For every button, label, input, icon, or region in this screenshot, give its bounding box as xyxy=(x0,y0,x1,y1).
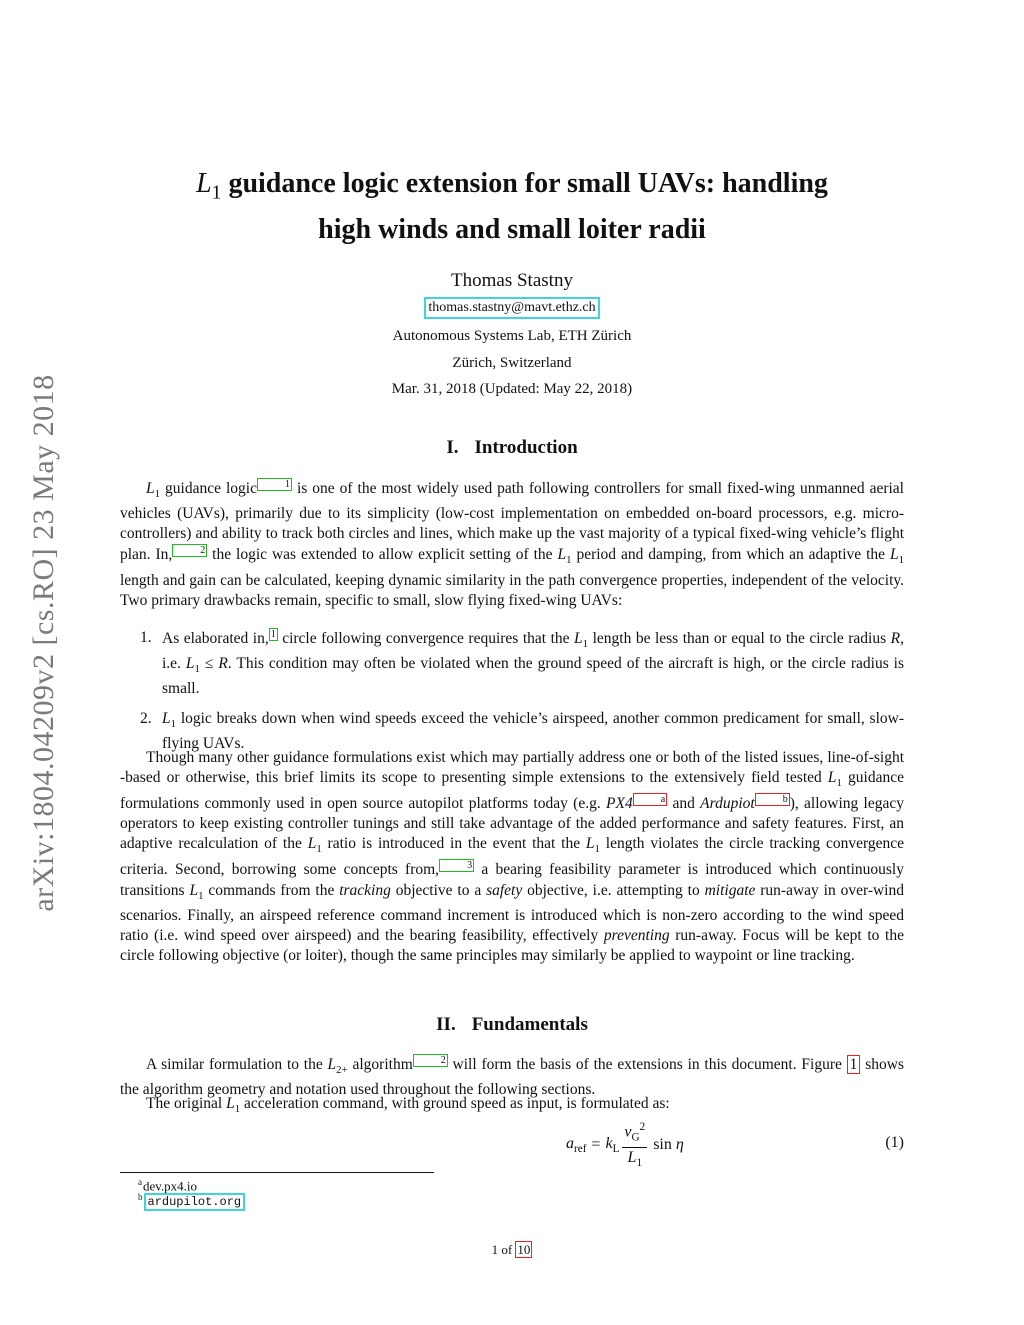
footnote-ref-b[interactable]: b xyxy=(755,793,790,806)
drawbacks-list xyxy=(120,628,904,754)
footnote-ref-a[interactable]: a xyxy=(633,793,667,806)
equation-1: $a_{ref}$ = $k_L$ $\frac{v_G^2}{L_1}$ sin η (1) xyxy=(120,1122,904,1168)
fundamentals-paragraph-2: The original $L_1$ acceleration command, with ground speed as input, is formulated as: xyxy=(146,1095,670,1116)
affiliation: Autonomous Systems Lab, ETH Zürich xyxy=(392,328,632,344)
footnote-a: $^a$dev.px4.io xyxy=(138,1177,198,1194)
location: Zürich, Switzerland xyxy=(452,355,572,371)
author-email-link[interactable]: thomas.stastny@mavt.ethz.ch xyxy=(424,297,599,319)
equation-number: (1) xyxy=(885,1134,904,1151)
citation-3[interactable]: 3 xyxy=(439,859,474,872)
list-item: 1. As elaborated in, 1 circle following convergence requires that the $L_1$ length be less than or equal to the circle radius R, i.e. $L_1 \le R$. This condition may often be violated when the ground speed of the aircraft is high, or the circle radius is small. xyxy=(140,629,905,698)
citation-1[interactable]: 1 xyxy=(257,478,292,491)
page-number: 1 of 10 xyxy=(491,1242,531,1257)
footnote-divider xyxy=(120,1172,434,1173)
ardupilot-link[interactable]: ardupilot.org xyxy=(144,1193,246,1211)
citation-2[interactable]: 2 xyxy=(172,544,207,557)
section-heading-fundamentals: II. Fundamentals xyxy=(436,1014,588,1035)
author-name: Thomas Stastny xyxy=(451,270,573,291)
paper-title: $L_1$ guidance logic extension for small UAVs: handling high winds and small loiter radii xyxy=(196,168,828,245)
title-l1-symbol: $L_1$ xyxy=(196,168,222,204)
intro-paragraph-2: Though many other guidance formulations exist which may partially address one or both of the listed issues, line-of-sight -based or otherwise, this brief limits its scope to presenting simple extensions to the extensively field tested $L_1$ guidance formulations commonly used in open source autopilot platforms today (e.g. PX4 a and Ardupiot b ), allowing legacy operators to keep existing controller tunings and still take advantage of the added performance and safety features. First, an adaptive recalculation of the $L_1$ ratio is introduced in the event that the $L_1$ length violates the circle tracking convergence criteria. Second, borrowing some concepts from, 3 a bearing feasibility parameter is introduced which continuously transitions $L_1$ commands from the tracking objective to a safety objective, i.e. attempting to mitigate run-away in over-wind scenarios. Finally, an airspeed reference command increment is introduced which is non-zero according to the wind speed ratio (i.e. wind speed over airspeed) and the bearing feasibility, effectively preventing run-away. Focus will be kept to the circle following objective (or loiter), though the same principles may similarly be applied to waypoint or line tracking. xyxy=(120,749,905,964)
list-item: 2. $L_1$ logic breaks down when wind speeds exceed the vehicle’s airspeed, another common predicament for small, slow-flying UAVs. xyxy=(140,710,904,753)
intro-paragraph-1: $L_1$ guidance logic 1 is one of the most widely used path following controllers for small fixed-wing unmanned aerial vehicles (UAVs), primarily due to its simplicity (low-cost implementation on embedded on-board processors, e.g. micro-controllers) and ability to track both circles and lines, which make up the vast majority of a typical fixed-wing vehicle’s flight plan. In, 2 the logic was extended to allow explicit setting of the $L_1$ period and damping, from which an adaptive the $L_1$ length and gain can be calculated, keeping dynamic similarity in the path convergence properties, independent of the velocity. Two primary drawbacks remain, specific to small, slow flying fixed-wing UAVs: xyxy=(120,479,904,609)
section-heading-introduction: I. Introduction xyxy=(446,437,578,458)
footnote-b: $^b$ ardupilot.org xyxy=(138,1192,245,1209)
arxiv-identifier: arXiv:1804.04209v2 [cs.RO] 23 May 2018 xyxy=(27,374,60,912)
figure-ref-1[interactable]: 1 xyxy=(847,1055,861,1074)
total-pages-link[interactable]: 10 xyxy=(517,1242,531,1257)
equation-fraction: $\frac{v_G^2}{L_1}$ xyxy=(622,1117,647,1174)
fundamentals-paragraph-1: A similar formulation to the $L_{2+}$ algorithm 2 will form the basis of the extensions in this document. Figure 1 shows the algorithm geometry and notation used throughout the following sections. xyxy=(120,1055,904,1099)
citation-2[interactable]: 2 xyxy=(413,1054,448,1067)
date: Mar. 31, 2018 (Updated: May 22, 2018) xyxy=(391,381,633,397)
citation-1[interactable]: 1 xyxy=(270,629,276,640)
